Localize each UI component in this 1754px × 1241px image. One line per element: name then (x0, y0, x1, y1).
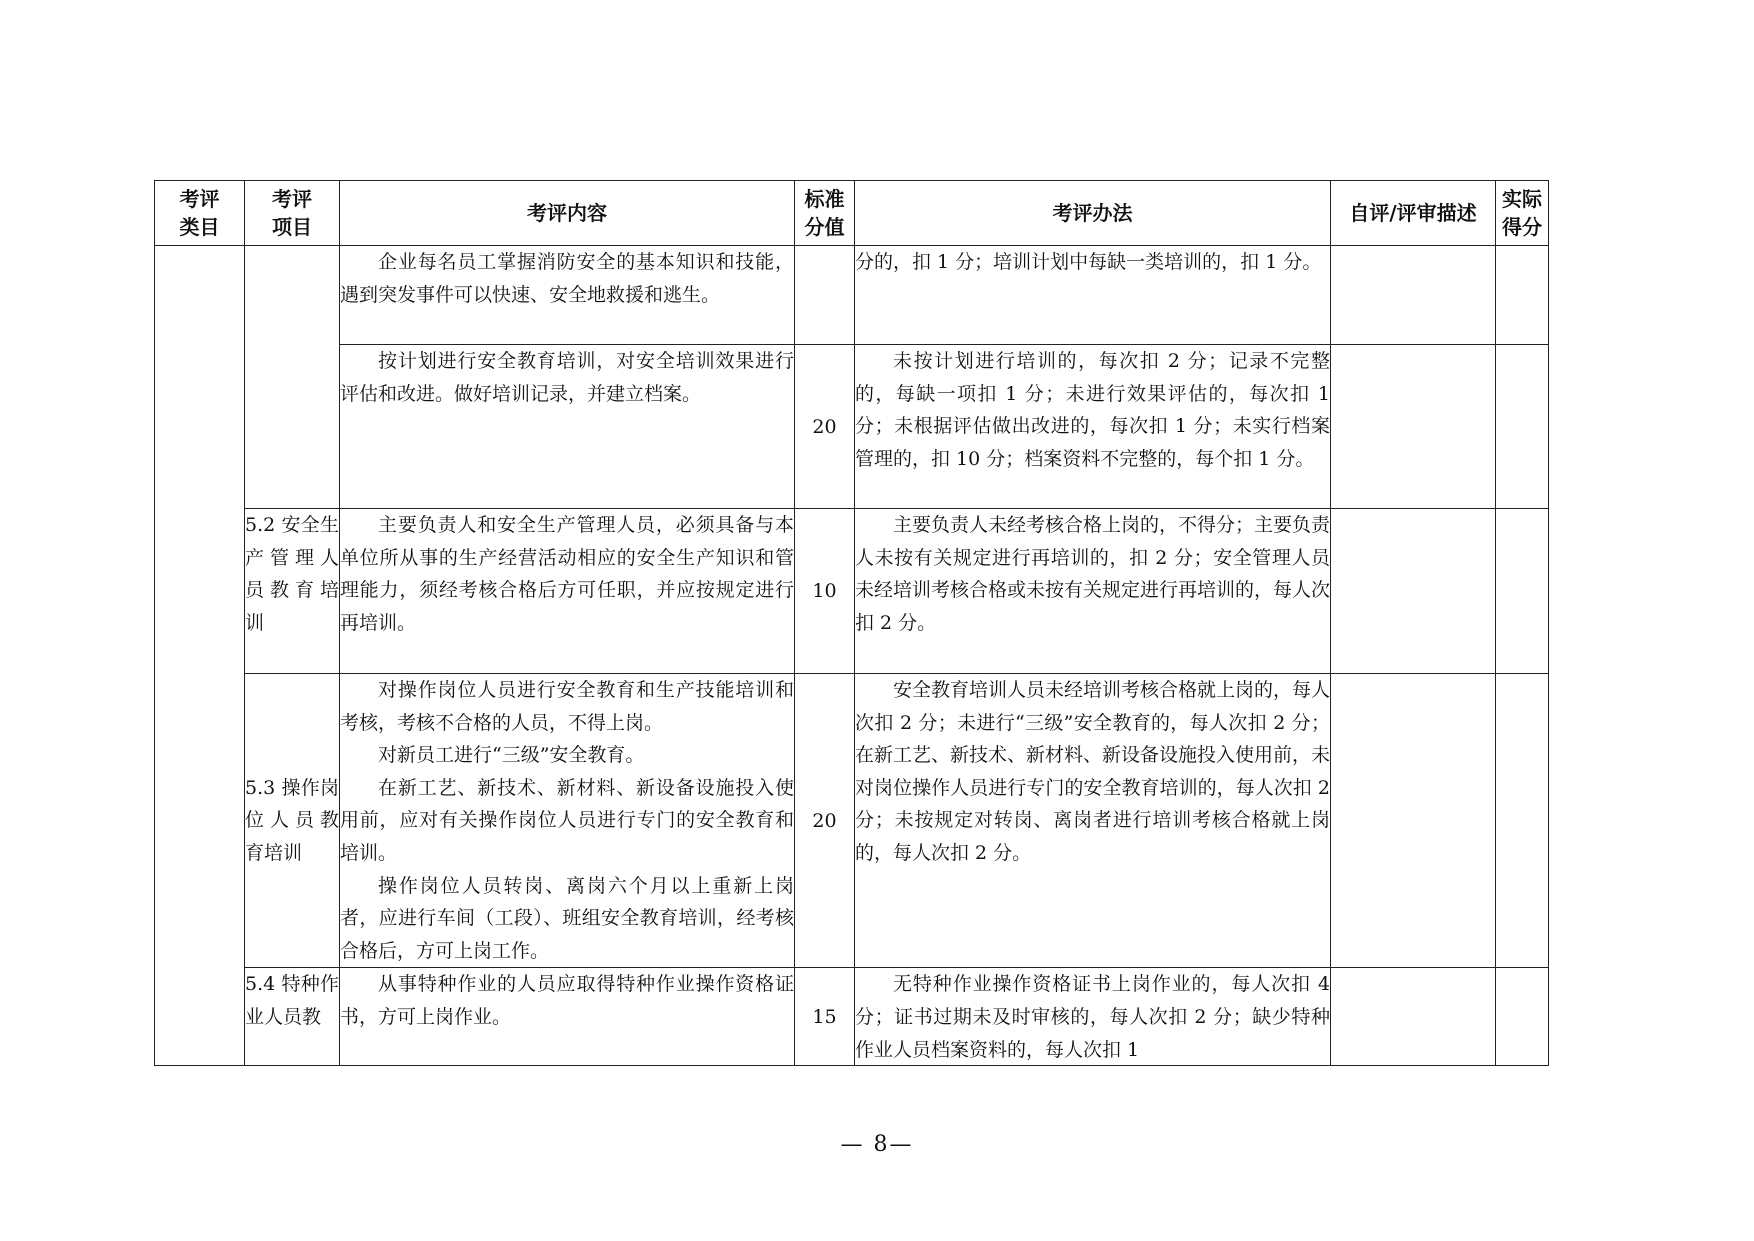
header-self-eval: 自评/评审描述 (1331, 181, 1496, 246)
self-eval-cell (1331, 674, 1496, 968)
method-paragraph: 安全教育培训人员未经培训考核合格就上岗的，每人次扣 2 分；未进行“三级”安全教育的，每人次扣 2 分；在新工艺、新技术、新材料、新设备设施投入使用前，未对岗位操作人员进行专门的安全教育培训的，每人次扣 2 分；未按规定对转岗、离岗者进行培训考核合格就上岗的，每人次扣 2 分。 (855, 679, 1331, 864)
header-category: 考评 类目 (155, 181, 245, 246)
item-cell (245, 246, 340, 509)
self-eval-cell (1331, 509, 1496, 674)
method-cell (855, 246, 1331, 345)
table-header-row (155, 181, 1549, 246)
self-eval-cell (1331, 345, 1496, 509)
method-cell (855, 345, 1331, 509)
page-number: — 8— (840, 1132, 914, 1157)
table-row (155, 968, 1549, 1066)
header-item: 考评 项目 (245, 181, 340, 246)
score-cell: 15 (795, 968, 855, 1066)
content-paragraph: 对新员工进行“三级”安全教育。 (378, 744, 645, 767)
method-paragraph: 未按计划进行培训的，每次扣 2 分；记录不完整的，每缺一项扣 1 分；未进行效果评估的，每次扣 1 分；未根据评估做出改进的，每次扣 1 分；未实行档案管理的，扣 10 分；档案资料不完整的，每个扣 1 分。 (855, 350, 1330, 470)
table-row (155, 674, 1549, 968)
header-method: 考评办法 (855, 181, 1331, 246)
method-cell (855, 509, 1331, 674)
evaluation-sheet (154, 180, 1548, 1066)
content-paragraph: 按计划进行安全教育培训，对安全培训效果进行评估和改进。做好培训记录，并建立档案。 (340, 350, 794, 405)
category-cell (155, 246, 245, 1066)
header-standard-score: 标准 分值 (795, 181, 855, 246)
evaluation-table (154, 180, 1549, 1066)
actual-score-cell (1496, 509, 1549, 674)
method-cell (855, 968, 1331, 1066)
content-paragraph: 对操作岗位人员进行安全教育和生产技能培训和考核，考核不合格的人员，不得上岗。 (340, 679, 794, 734)
content-paragraph: 操作岗位人员转岗、离岗六个月以上重新上岗者，应进行车间（工段）、班组安全教育培训，经考核合格后，方可上岗工作。 (340, 874, 794, 962)
content-cell (340, 674, 795, 968)
actual-score-cell (1496, 968, 1549, 1066)
score-cell: 10 (795, 509, 855, 674)
table-row (155, 246, 1549, 345)
actual-score-cell (1496, 246, 1549, 345)
score-cell: 20 (795, 674, 855, 968)
score-cell (795, 246, 855, 345)
method-paragraph: 无特种作业操作资格证书上岗作业的，每人次扣 4 分；证书过期未及时审核的，每人次扣 2 分；缺少特种作业人员档案资料的，每人次扣 1 (855, 973, 1330, 1061)
self-eval-cell (1331, 246, 1496, 345)
table-row (155, 345, 1549, 509)
self-eval-cell (1331, 968, 1496, 1066)
content-cell (340, 345, 795, 509)
content-paragraph: 企业每名员工掌握消防安全的基本知识和技能，遇到突发事件可以快速、安全地救援和逃生。 (340, 251, 794, 306)
content-paragraph: 主要负责人和安全生产管理人员，必须具备与本单位所从事的生产经营活动相应的安全生产知识和管理能力，须经考核合格后方可任职，并应按规定进行再培训。 (340, 514, 794, 634)
method-paragraph: 主要负责人未经考核合格上岗的，不得分；主要负责人未按有关规定进行再培训的，扣 2 分；安全管理人员未经培训考核合格或未按有关规定进行再培训的，每人次扣 2 分。 (855, 514, 1331, 634)
content-cell (340, 968, 795, 1066)
content-cell (340, 509, 795, 674)
actual-score-cell (1496, 674, 1549, 968)
header-actual-score: 实际 得分 (1496, 181, 1549, 246)
content-paragraph: 从事特种作业的人员应取得特种作业操作资格证书，方可上岗作业。 (340, 973, 794, 1028)
method-paragraph: 分的，扣 1 分；培训计划中每缺一类培训的，扣 1 分。 (855, 251, 1322, 273)
item-cell: 5.2 安全生产管理人员教育培训 (245, 509, 340, 674)
table-row (155, 509, 1549, 674)
method-cell (855, 674, 1331, 968)
actual-score-cell (1496, 345, 1549, 509)
content-paragraph: 在新工艺、新技术、新材料、新设备设施投入使用前，应对有关操作岗位人员进行专门的安全教育和培训。 (340, 776, 794, 864)
item-cell: 5.3 操作岗位人员教育培训 (245, 674, 340, 968)
item-cell: 5.4 特种作业人员教 (245, 968, 340, 1066)
content-cell (340, 246, 795, 345)
score-cell: 20 (795, 345, 855, 509)
header-content: 考评内容 (340, 181, 795, 246)
